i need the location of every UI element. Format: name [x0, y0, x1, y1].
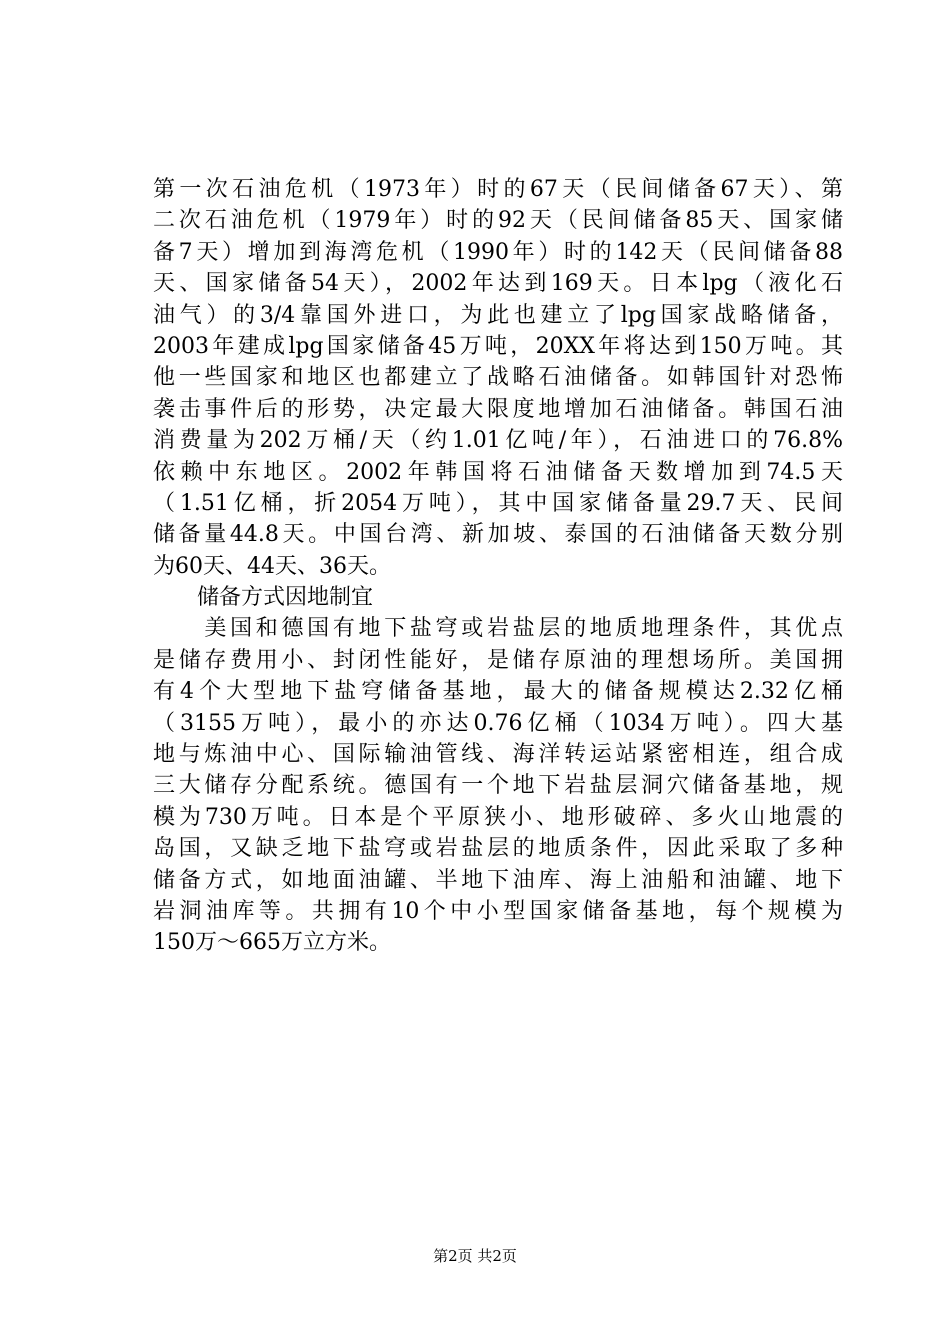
text-line: 150万～665万立方米。	[153, 930, 391, 956]
text-line: 第一次石油危机（1973年）时的67天（民间储备67天）、第	[153, 177, 843, 202]
text-line: 有4个大型地下盐穹储备基地，最大的储备规模达2.32亿桶	[153, 679, 843, 705]
text-line: 二次石油危机（1979年）时的92天（民间储备85天、国家储	[153, 208, 843, 234]
text-line: 三大储存分配系统。德国有一个地下岩盐层洞穴储备基地，规	[153, 773, 843, 799]
text-line: 是储存费用小、封闭性能好，是储存原油的理想场所。美国拥	[153, 647, 843, 673]
body-text	[153, 174, 843, 959]
text-line: 他一些国家和地区也都建立了战略石油储备。如韩国针对恐怖	[153, 365, 843, 391]
text-line: （3155万吨），最小的亦达0.76亿桶（1034万吨）。四大基	[153, 710, 843, 736]
text-line: 储备量44.8天。中国台湾、新加坡、泰国的石油储备天数分别	[153, 522, 843, 548]
page-number-footer: 第2页 共2页	[433, 1247, 517, 1265]
text-line: （1.51亿桶，折2054万吨），其中国家储备量29.7天、民间	[153, 490, 843, 516]
text-line: 为60天、44天、36天。	[153, 553, 391, 579]
text-line: 天、国家储备54天），2002年达到169天。日本lpg（液化石	[153, 271, 843, 297]
text-line: 储备方式，如地面油罐、半地下油库、海上油船和油罐、地下	[153, 867, 843, 893]
text-line: 2003年建成lpg国家储备45万吨，20XX年将达到150万吨。其	[153, 333, 843, 359]
text-line: 袭击事件后的形势，决定最大限度地增加石油储备。韩国石油	[153, 396, 843, 422]
text-line: 油气）的3/4靠国外进口，为此也建立了lpg国家战略储备，	[153, 302, 843, 328]
text-line: 备7天）增加到海湾危机（1990年）时的142天（民间储备88	[153, 239, 843, 265]
text-line: 模为730万吨。日本是个平原狭小、地形破碎、多火山地震的	[153, 804, 843, 830]
text-line: 岛国，又缺乏地下盐穹或岩盐层的地质条件，因此采取了多种	[153, 836, 843, 862]
text-line: 依赖中东地区。2002年韩国将石油储备天数增加到74.5天	[153, 459, 843, 485]
text-line: 地与炼油中心、国际输油管线、海洋转运站紧密相连，组合成	[153, 742, 843, 768]
section-heading: 储备方式因地制宜	[153, 585, 374, 611]
text-line: 美国和德国有地下盐穹或岩盐层的地质地理条件，其优点	[153, 616, 843, 642]
text-line: 消费量为202万桶/天（约1.01亿吨/年），石油进口的76.8%	[153, 428, 843, 454]
text-line: 岩洞油库等。共拥有10个中小型国家储备基地，每个规模为	[153, 898, 843, 924]
